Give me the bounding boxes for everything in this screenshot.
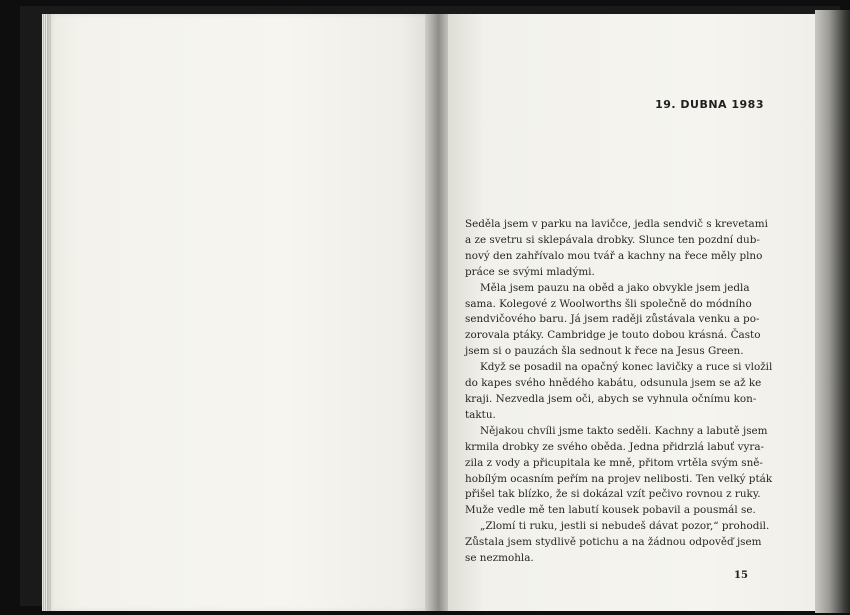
text-line: do kapes svého hnědého kabátu, odsunula jsem se až ke: [465, 377, 762, 390]
text-line: zila z vody a přicupitala ke mně, přitom vrtěla svým sně-: [465, 456, 763, 469]
text-line: kraji. Nezvedla jsem oči, abych se vyhnula očnímu kon-: [465, 392, 757, 405]
text-line: „Zlomí ti ruku, jestli si nebudeš dávat pozor,“ prohodil.: [480, 520, 770, 533]
page-edge-shadow: [815, 10, 850, 613]
text-line: Měla jsem pauzu na oběd a jako obvykle jsem jedla: [480, 281, 750, 294]
text-line: taktu.: [465, 408, 496, 421]
page-number: 15: [734, 570, 748, 581]
text-line: Zůstala jsem stydlivě potichu a na žádnou odpověď jsem: [465, 536, 762, 549]
text-line: přišel tak blízko, že si dokázal vzít pečivo rovnou z ruky.: [465, 488, 761, 501]
text-line: Když se posadil na opačný konec lavičky a ruce si vložil: [480, 361, 773, 374]
text-line: jsem si o pauzách šla sednout k řece na Jesus Green.: [465, 345, 744, 358]
text-line: sama. Kolegové z Woolworths šli společně do módního: [465, 297, 752, 310]
text-line: sendvičového baru. Já jsem raději zůstávala venku a po-: [465, 313, 760, 326]
text-line: krmila drobky ze svého oběda. Jedna přidrzlá labuť vyra-: [465, 440, 765, 453]
text-line: práce se svými mladými.: [465, 265, 595, 278]
text-line: Muže vedle mě ten labutí kousek pobavil a pousmál se.: [465, 504, 756, 517]
text-line: Seděla jsem v parku na lavičce, jedla sendvič s krevetami: [465, 218, 768, 230]
text-line: Nějakou chvíli jsme takto seděli. Kachny a labutě jsem: [480, 424, 768, 437]
body-text: [465, 217, 773, 567]
chapter-heading: 19. DUBNA 1983: [655, 98, 764, 111]
left-page-blank: [48, 14, 441, 611]
text-line: zorovala ptáky. Cambridge je touto dobou krásná. Často: [465, 329, 761, 342]
text-line: a ze svetru si sklepávala drobky. Slunce ten pozdní dub-: [465, 233, 760, 246]
text-line: se nezmohla.: [465, 552, 534, 565]
text-line: hobílým ocasním peřím na projev nelibosti. Ten velký pták: [465, 472, 773, 485]
text-line: nový den zahřívalo mou tvář a kachny na řece měly plno: [465, 249, 763, 262]
